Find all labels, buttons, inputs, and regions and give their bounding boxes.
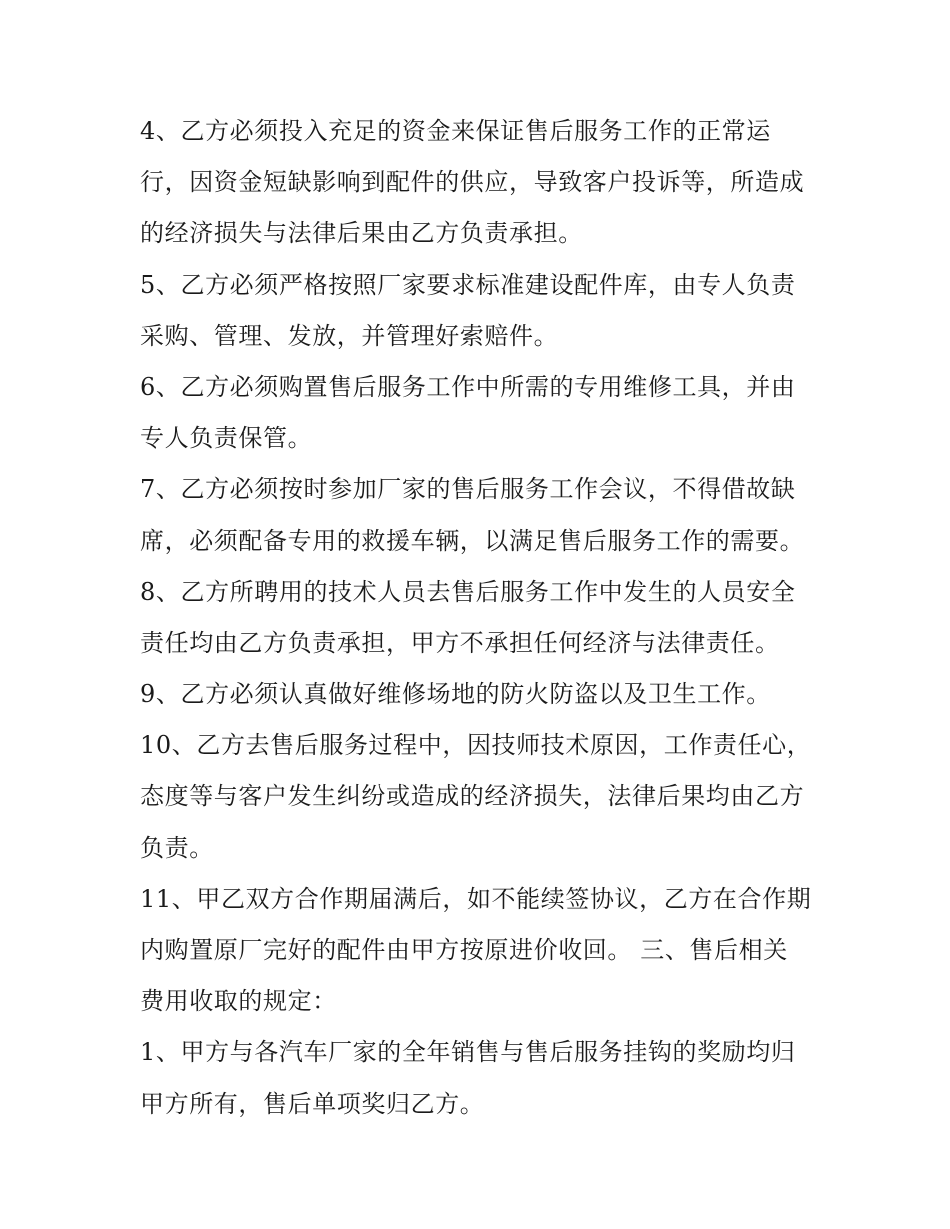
- text-line: 采购、管理、发放，并管理好索赔件。: [140, 321, 559, 350]
- text-line: 专人负责保管。: [140, 424, 313, 453]
- text-line: 4、乙方必须投入充足的资金来保证售后服务工作的正常运: [140, 117, 771, 145]
- text-line: 席，必须配备专用的救援车辆，以满足售后服务工作的需要。: [140, 526, 805, 555]
- text-line: 5、乙方必须严格按照厂家要求标准建设配件库，由专人负责: [140, 270, 796, 299]
- text-line: 1、甲方与各汽车厂家的全年销售与售后服务挂钩的奖励均归: [140, 1038, 796, 1067]
- text-line: 态度等与客户发生纠纷或造成的经济损失，法律后果均由乙方: [140, 782, 805, 811]
- text-line: 9、乙方必须认真做好维修场地的防火防盗以及卫生工作。: [140, 680, 771, 709]
- text-line: 10、乙方去售后服务过程中，因技师技术原因，工作责任心，: [140, 731, 812, 760]
- text-line: 甲方所有，售后单项奖归乙方。: [140, 1089, 485, 1118]
- text-line: 11、甲乙双方合作期届满后，如不能续签协议，乙方在合作期: [140, 884, 812, 913]
- text-line: 的经济损失与法律后果由乙方负责承担。: [140, 219, 583, 248]
- text-line: 6、乙方必须购置售后服务工作中所需的专用维修工具，并由: [140, 372, 796, 401]
- text-line: 7、乙方必须按时参加厂家的售后服务工作会议，不得借故缺: [140, 475, 796, 504]
- text-line: 负责。: [140, 833, 214, 862]
- text-line: 行，因资金短缺影响到配件的供应，导致客户投诉等，所造成: [140, 168, 805, 197]
- text-line: 内购置原厂完好的配件由甲方按原进价收回。 三、售后相关: [140, 936, 788, 964]
- text-line: 责任均由乙方负责承担，甲方不承担任何经济与法律责任。: [140, 628, 780, 657]
- text-line: 8、乙方所聘用的技术人员去售后服务工作中发生的人员安全: [140, 577, 796, 606]
- document-body: [140, 106, 820, 1130]
- text-line: 费用收取的规定：: [140, 987, 337, 1016]
